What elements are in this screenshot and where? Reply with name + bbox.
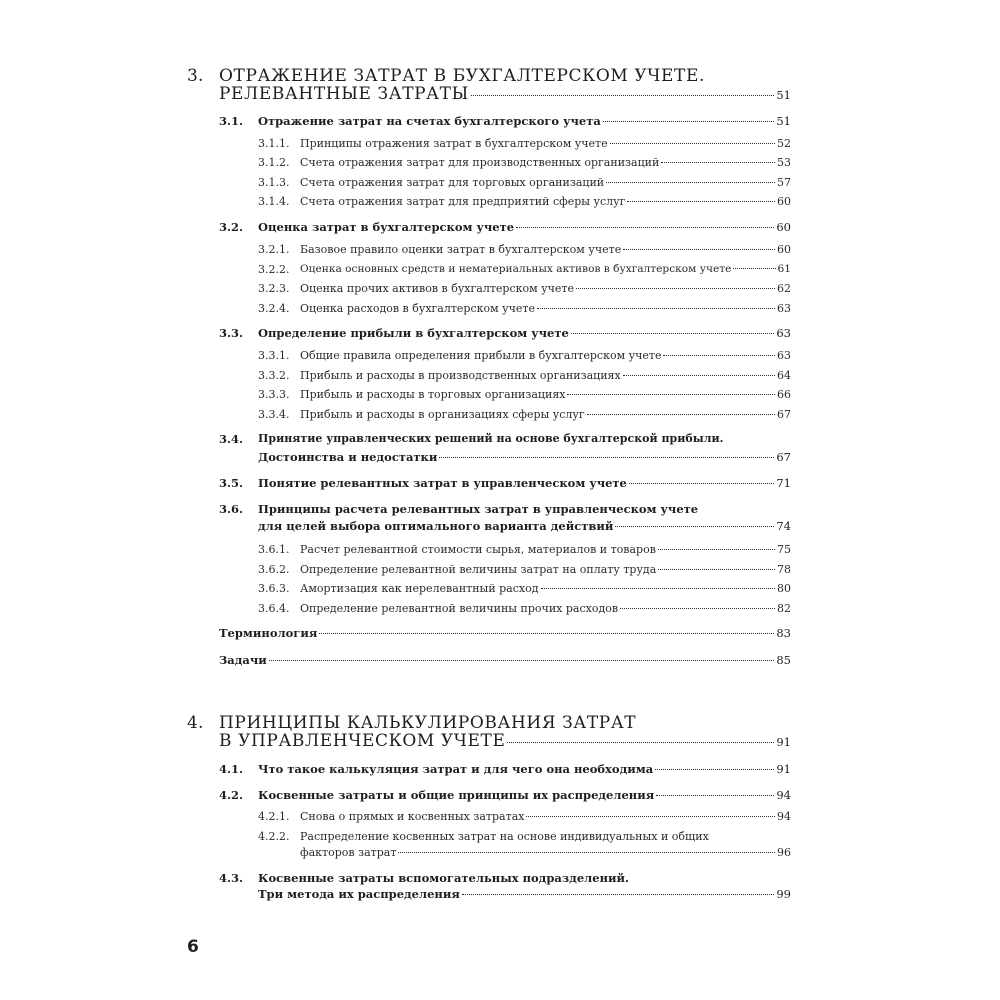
subsection-title: Оценка расходов в бухгалтерском учете: [300, 302, 536, 315]
dot-leader: [576, 288, 775, 289]
subsection-number: 3.6.4.: [258, 602, 290, 615]
section-entry[interactable]: [258, 887, 791, 901]
chapter-title-line2: РЕЛЕВАНТНЫЕ ЗАТРАТЫ: [219, 84, 469, 104]
dot-leader: [537, 308, 775, 309]
dot-leader: [733, 268, 775, 269]
page-ref: 62: [777, 282, 791, 295]
dot-leader: [658, 569, 775, 570]
section-entry[interactable]: [258, 788, 791, 802]
subsection-number: 3.1.1.: [258, 137, 290, 150]
page-ref: 83: [776, 626, 791, 640]
dot-leader: [471, 95, 774, 96]
dot-leader: [516, 227, 774, 228]
subsection-number: 3.3.1.: [258, 349, 290, 362]
subsection-number: 3.2.4.: [258, 302, 290, 315]
page-ref: 53: [777, 156, 791, 169]
subsection-entry[interactable]: [300, 408, 791, 421]
dot-leader: [571, 333, 775, 334]
dot-leader: [627, 201, 775, 202]
chapter-title-line2: В УПРАВЛЕНЧЕСКОМ УЧЕТЕ: [219, 731, 506, 751]
page-ref: 78: [777, 563, 791, 576]
section-entry[interactable]: [258, 450, 791, 464]
subsection-title: Прибыль и расходы в производственных организациях: [300, 369, 621, 382]
subsection-number: 3.1.4.: [258, 195, 290, 208]
chapter-entry[interactable]: [219, 731, 791, 751]
section-title-line1: Принятие управленческих решений на основе бухгалтерской прибыли.: [258, 432, 724, 445]
section-entry[interactable]: [258, 476, 791, 490]
section-title: Косвенные затраты и общие принципы их распределения: [258, 788, 655, 802]
subsection-number: 3.3.3.: [258, 388, 290, 401]
section-title: Что такое калькуляция затрат и для чего она необходима: [258, 762, 654, 776]
section-entry[interactable]: [258, 326, 791, 340]
page-ref: 85: [776, 653, 791, 667]
dot-leader: [661, 162, 775, 163]
page-ref: 63: [777, 302, 791, 315]
subsection-title-line2: факторов затрат: [300, 846, 397, 859]
dot-leader: [623, 249, 775, 250]
page-ref: 51: [776, 114, 791, 128]
section-number: 4.3.: [219, 871, 244, 885]
section-number: 4.1.: [219, 762, 244, 776]
section-title-line2: для целей выбора оптимального варианта действий: [258, 519, 614, 533]
subsection-entry[interactable]: [300, 369, 791, 382]
section-entry[interactable]: [258, 114, 791, 128]
page-ref: 66: [777, 388, 791, 401]
section-number: 3.6.: [219, 502, 244, 516]
subsection-title: Счета отражения затрат для производственных организаций: [300, 156, 660, 169]
dot-leader: [567, 394, 775, 395]
section-number: 4.2.: [219, 788, 244, 802]
subsection-entry[interactable]: [300, 349, 791, 362]
chapter-number: 4.: [187, 713, 204, 733]
dot-leader: [398, 852, 775, 853]
section-number: 3.4.: [219, 432, 244, 446]
dot-leader: [656, 795, 774, 796]
page-ref: 91: [776, 762, 791, 776]
subsection-number: 3.3.4.: [258, 408, 290, 421]
chapter-entry[interactable]: [219, 84, 791, 104]
section-title: Терминология: [219, 626, 318, 640]
page-ref: 60: [777, 243, 791, 256]
section-title: Определение прибыли в бухгалтерском учете: [258, 326, 569, 340]
section-entry[interactable]: [258, 220, 791, 234]
subsection-title: Счета отражения затрат для торговых организаций: [300, 176, 605, 189]
section-title: Оценка затрат в бухгалтерском учете: [258, 220, 515, 234]
section-title-line1: Косвенные затраты вспомогательных подразделений.: [258, 871, 630, 885]
section-number: 3.5.: [219, 476, 244, 490]
dot-leader: [462, 894, 774, 895]
subsection-number: 3.3.2.: [258, 369, 290, 382]
subsection-number: 3.6.2.: [258, 563, 290, 576]
dot-leader: [319, 633, 774, 634]
page-ref: 80: [777, 582, 791, 595]
subsection-number: 3.1.2.: [258, 156, 290, 169]
dot-leader: [629, 483, 774, 484]
page-ref: 71: [776, 476, 791, 490]
subsection-entry[interactable]: [300, 282, 791, 295]
page-number: 6: [187, 937, 199, 957]
subsection-number: 4.2.2.: [258, 830, 290, 843]
page-ref: 67: [777, 408, 791, 421]
subsection-number: 3.1.3.: [258, 176, 290, 189]
dot-leader: [610, 143, 775, 144]
subsection-number: 3.6.1.: [258, 543, 290, 556]
dot-leader: [587, 414, 775, 415]
section-entry[interactable]: [258, 519, 791, 533]
subsection-entry[interactable]: [300, 563, 791, 576]
subsection-entry[interactable]: [300, 137, 791, 150]
tasks-entry[interactable]: [219, 653, 791, 667]
section-number: 3.1.: [219, 114, 244, 128]
subsection-entry[interactable]: [300, 195, 791, 208]
section-title-line2: Достоинства и недостатки: [258, 450, 438, 464]
page-ref: 99: [776, 887, 791, 901]
section-title-line2: Три метода их распределения: [258, 887, 460, 901]
dot-leader: [439, 457, 774, 458]
subsection-title: Определение релевантной величины прочих расходов: [300, 602, 619, 615]
section-number: 3.2.: [219, 220, 244, 234]
dot-leader: [623, 375, 775, 376]
page-ref: 60: [777, 195, 791, 208]
chapter-title-line1: ОТРАЖЕНИЕ ЗАТРАТ В БУХГАЛТЕРСКОМ УЧЕТЕ.: [219, 66, 706, 86]
subsection-title: Расчет релевантной стоимости сырья, материалов и товаров: [300, 543, 656, 556]
subsection-title: Базовое правило оценки затрат в бухгалтерском учете: [300, 243, 622, 256]
page-ref: 61: [777, 263, 791, 275]
page-ref: 57: [777, 176, 791, 189]
chapter-number: 3.: [187, 66, 204, 86]
section-entry[interactable]: [258, 762, 791, 776]
page-ref: 63: [776, 326, 791, 340]
dot-leader: [620, 608, 775, 609]
dot-leader: [526, 816, 775, 817]
subsection-title: Определение релевантной величины затрат на оплату труда: [300, 563, 657, 576]
dot-leader: [615, 526, 774, 527]
page-ref: 82: [777, 602, 791, 615]
subsection-title: Амортизация как нерелевантный расход: [300, 582, 539, 595]
page-ref: 94: [777, 810, 791, 823]
page-ref: 51: [776, 88, 791, 102]
dot-leader: [541, 588, 775, 589]
section-title: Понятие релевантных затрат в управленческом учете: [258, 476, 627, 490]
section-number: 3.3.: [219, 326, 244, 340]
subsection-title: Принципы отражения затрат в бухгалтерском учете: [300, 137, 608, 150]
page-ref: 52: [777, 137, 791, 150]
subsection-entry[interactable]: [300, 243, 791, 256]
dot-leader: [603, 121, 775, 122]
page-ref: 60: [776, 220, 791, 234]
dot-leader: [269, 660, 775, 661]
terminology-entry[interactable]: [219, 626, 791, 640]
subsection-entry[interactable]: [300, 263, 791, 275]
subsection-title-line1: Распределение косвенных затрат на основе индивидуальных и общих: [300, 830, 709, 843]
subsection-number: 3.2.3.: [258, 282, 290, 295]
subsection-entry[interactable]: [300, 810, 791, 823]
subsection-number: 3.6.3.: [258, 582, 290, 595]
subsection-number: 4.2.1.: [258, 810, 290, 823]
page-ref: 96: [777, 846, 791, 859]
section-title: Задачи: [219, 653, 267, 667]
page-ref: 91: [776, 735, 791, 749]
subsection-entry[interactable]: [300, 602, 791, 615]
subsection-number: 3.2.2.: [258, 263, 290, 276]
page-ref: 94: [776, 788, 791, 802]
subsection-entry[interactable]: [300, 176, 791, 189]
dot-leader: [606, 182, 775, 183]
subsection-entry[interactable]: [300, 543, 791, 556]
page-ref: 67: [776, 450, 791, 464]
subsection-title: Оценка прочих активов в бухгалтерском учете: [300, 282, 575, 295]
dot-leader: [658, 549, 775, 550]
subsection-number: 3.2.1.: [258, 243, 290, 256]
subsection-entry[interactable]: [300, 582, 791, 595]
subsection-title: Общие правила определения прибыли в бухгалтерском учете: [300, 349, 662, 362]
subsection-entry[interactable]: [300, 846, 791, 859]
subsection-entry[interactable]: [300, 156, 791, 169]
page-ref: 74: [776, 519, 791, 533]
subsection-entry[interactable]: [300, 302, 791, 315]
page-ref: 63: [777, 349, 791, 362]
subsection-title: Снова о прямых и косвенных затратах: [300, 810, 525, 823]
dot-leader: [655, 769, 774, 770]
chapter-title-line1: ПРИНЦИПЫ КАЛЬКУЛИРОВАНИЯ ЗАТРАТ: [219, 713, 637, 733]
subsection-title: Оценка основных средств и нематериальных активов в бухгалтерском учете: [300, 263, 732, 275]
page-ref: 64: [777, 369, 791, 382]
dot-leader: [507, 742, 774, 743]
subsection-title: Прибыль и расходы в организациях сферы услуг: [300, 408, 585, 421]
subsection-entry[interactable]: [300, 388, 791, 401]
section-title-line1: Принципы расчета релевантных затрат в управленческом учете: [258, 502, 699, 516]
section-title: Отражение затрат на счетах бухгалтерского учета: [258, 114, 601, 128]
subsection-title: Счета отражения затрат для предприятий сферы услуг: [300, 195, 626, 208]
page-ref: 75: [777, 543, 791, 556]
subsection-title: Прибыль и расходы в торговых организациях: [300, 388, 566, 401]
dot-leader: [663, 355, 775, 356]
